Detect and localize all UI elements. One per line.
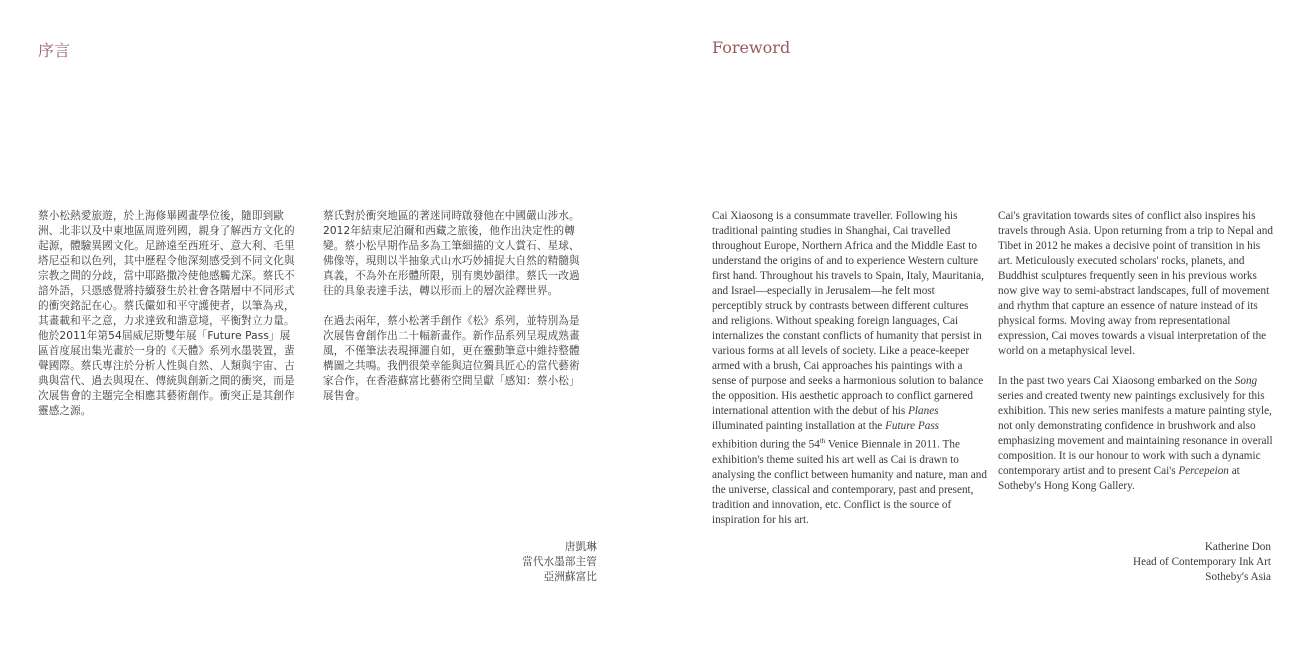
chinese-paragraph: 在過去兩年，蔡小松著手創作《松》系列，並特別為是次展售會創作出二十幅新畫作。新作品系列呈現成熟畫風，不僅筆法表現揮灑自如，更在靈動筆意中維持整體構圖之共鳴。我們很榮幸能與這位獨具匠心的當代藝術家合作，在香港蘇富比藝術空間呈獻「感知：蔡小松」展售會。 [323, 315, 580, 402]
english-paragraph: In the past two years Cai Xiaosong embarked on the Song series and created twenty new paintings exclusively for this exhibition. This new series manifests a mature painting style, not only demonstrating confidence in brushwork and also emphasizing movement and maintaining resonance in overall composition. It is our honour to work with such a dynamic contemporary artist and to present Cai's Percepeion at Sotheby's Hong Kong Gallery. [998, 375, 1273, 492]
signature-organization: Sotheby's Asia [1205, 571, 1271, 583]
english-column-2 [998, 209, 1273, 509]
english-paragraph: Cai Xiaosong is a consummate traveller. Following his traditional painting studies in Shanghai, Cai travelled throughout Europe, Northern Africa and the Middle East to understand the origins of and to experience Western culture first hand. Throughout his travels to Spain, Italy, Mauritania, and Israel—especially in Jerusalem—he felt most perceptibly struck by contrasts between different cultures and religions. Without speaking foreign languages, Cai internalizes the constant conflicts of humanity that persist in various forms at all levels of society. Like a peace-keeper armed with a brush, Cai approaches his paintings with a sense of purpose and seeks a harmonious solution to balance the opposition. His aesthetic approach to conflict garnered international attention with the debut of his Planes illuminated painting installation at the Future Pass exhibition during the 54th Venice Biennale in 2011. The exhibition's theme suited his art well as Cai is drawn to analysing the conflict between humanity and nature, man and the universe, classical and contemporary, past and present, tradition and innovation, etc. Conflict is the source of inspiration for his art. [712, 210, 987, 526]
future-pass-title: Future Pass [885, 420, 940, 432]
page-title-chinese: 序言 [38, 41, 71, 60]
song-series-title: Song [1234, 375, 1258, 387]
english-column-1 [712, 209, 987, 543]
chinese-paragraph: 蔡氏對於衝突地區的著迷同時啟發他在中國嚴山涉水。2012年結束尼泊爾和西藏之旅後，他作出決定性的轉變。蔡小松早期作品多為工筆細描的文人賞石、星球、佛像等，現則以半抽象式山水巧妙捕捉大自然的精髓與真義，不為外在形體所限，別有奧妙韻律。蔡氏一改過往的具象表達手法，轉以形而上的層次詮釋世界。 [323, 210, 580, 297]
chinese-paragraph: 蔡小松熱愛旅遊，於上海修畢國畫學位後，隨即到歐洲、北非以及中東地區周遊列國，親身了解西方文化的起源，體驗異國文化。足跡遠至西班牙、意大利、毛里塔尼亞和以色列，其中歷程令他深刻感受到不同文化與宗教之間的分歧，當中耶路撒冷使他感觸尤深。蔡氏不諳外語，只憑感覺將持續發生於社會各階層中不同形式的衝突銘記在心。蔡氏儼如和平守護使者，以筆為戎，其畫載和平之意，力求達致和諧意境，平衡對立力量。他於2011年第54屆威尼斯雙年展「Future Pass」展區首度展出集光畫於一身的《天體》系列水墨裝置，蜚聲國際。蔡氏專注於分析人性與自然、人類與宇宙、古典與當代、過去與現在、傳統與創新之間的衝突，而是次展售會的主題完全相應其藝術創作。衝突正是其創作靈感之源。 [38, 210, 295, 417]
chinese-column-2 [323, 209, 585, 419]
signature-name: Katherine Don [1204, 541, 1271, 553]
signature-role: Head of Contemporary Ink Art [1133, 556, 1271, 568]
page-title-english: Foreword [712, 38, 791, 57]
signature-role: 當代水墨部主管 [522, 556, 597, 568]
chinese-signature [335, 540, 597, 585]
chinese-column-1 [38, 209, 300, 434]
signature-organization: 亞洲蘇富比 [543, 571, 597, 583]
english-signature [1011, 540, 1271, 585]
planes-title: Planes [908, 405, 939, 417]
english-paragraph: Cai's gravitation towards sites of conflict also inspires his travels through Asia. Upon returning from a trip to Nepal and Tibet in 2012 he makes a decisive point of transition in his art. Meticulously executed scholars' rocks, planets, and Buddhist sculptures frequently seen in his previous works now give way to semi-abstract landscapes, full of movement and rhythm that capture an essence of nature instead of its physical forms. Moving away from representational expression, Cai moves towards a visual interpretation of the world on a metaphysical level. [998, 210, 1273, 357]
signature-name: 唐凱琳 [564, 541, 597, 553]
perception-exhibition-title: Percepeion [1178, 465, 1229, 477]
